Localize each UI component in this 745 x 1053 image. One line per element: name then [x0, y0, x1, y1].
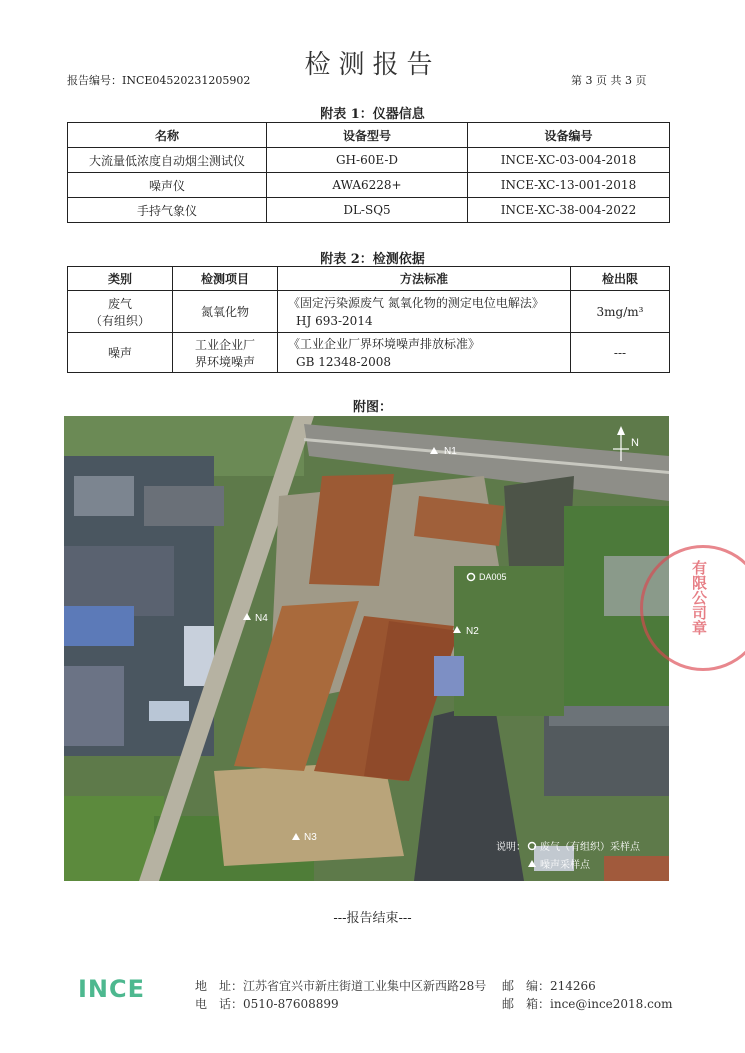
instrument-table: [67, 122, 670, 223]
figure-caption: 附图：: [352, 400, 392, 415]
company-logo: INCE: [78, 975, 146, 1003]
svg-text:N1: N1: [444, 446, 457, 457]
footer-address: 地 址：江苏省宜兴市新庄街道工业集中区新西路28号: [195, 979, 487, 993]
table1-caption: 附表 1：仪器信息: [320, 107, 425, 122]
table-row: [68, 173, 670, 198]
category-cell: [68, 291, 173, 333]
method-code: HJ 693-2014: [296, 313, 373, 328]
category-cell: 噪声: [68, 333, 173, 373]
svg-text:说明：: 说明：: [496, 842, 526, 853]
table-cell: 噪声仪: [68, 173, 267, 198]
item-cell: [173, 333, 278, 373]
table2-caption: 附表 2：检测依据: [320, 252, 425, 267]
method-text: 《工业企业厂界环境噪声排放标准》: [288, 336, 481, 351]
table-cell: INCE-XC-38-004-2022: [468, 198, 670, 223]
page-info: 第 3 页 共 3 页: [571, 74, 647, 87]
column-header: 检测项目: [173, 267, 278, 291]
column-header: 类别: [68, 267, 173, 291]
column-header: 方法标准: [278, 267, 571, 291]
report-title: 检测报告: [304, 50, 441, 80]
table-header-row: [68, 267, 670, 291]
footer-email: 邮 箱：ince@ince2018.com: [502, 997, 673, 1011]
svg-text:噪声采样点: 噪声采样点: [540, 860, 590, 871]
aerial-map: [64, 416, 669, 881]
method-cell: [278, 333, 571, 373]
method-table: [67, 266, 670, 373]
report-number: 报告编号：INCE04520231205902: [67, 74, 251, 87]
svg-text:N3: N3: [304, 832, 317, 843]
column-header: 名称: [68, 123, 267, 148]
table-cell: AWA6228+: [267, 173, 468, 198]
item-text: 工业企业厂: [194, 337, 255, 352]
method-code: GB 12348-2008: [296, 354, 391, 369]
limit-cell: ---: [571, 333, 670, 373]
column-header: 设备型号: [267, 123, 468, 148]
svg-text:N: N: [631, 437, 639, 449]
method-cell: [278, 291, 571, 333]
table-cell: 大流量低浓度自动烟尘测试仪: [68, 148, 267, 173]
table-cell: DL-SQ5: [267, 198, 468, 223]
footer-postcode: 邮 编：214266: [502, 979, 596, 993]
svg-text:废气（有组织）采样点: 废气（有组织）采样点: [540, 842, 640, 853]
table-row: [68, 333, 670, 373]
item-text: 界环境噪声: [194, 354, 255, 369]
svg-text:DA005: DA005: [479, 572, 507, 582]
column-header: 检出限: [571, 267, 670, 291]
category-text: 废气: [107, 296, 132, 311]
footer-phone: 电 话：0510-87608899: [195, 997, 339, 1011]
table-cell: INCE-XC-13-001-2018: [468, 173, 670, 198]
category-text: （有组织）: [89, 313, 150, 328]
item-cell: 氮氧化物: [173, 291, 278, 333]
table-row: [68, 198, 670, 223]
table-cell: 手持气象仪: [68, 198, 267, 223]
svg-text:N2: N2: [466, 626, 479, 637]
table-cell: GH-60E-D: [267, 148, 468, 173]
svg-text:N4: N4: [255, 613, 268, 624]
method-text: 《固定污染源废气 氮氧化物的测定电位电解法》: [288, 295, 544, 310]
stamp-text: 有限公司章: [690, 560, 708, 635]
table-row: [68, 148, 670, 173]
column-header: 设备编号: [468, 123, 670, 148]
table-cell: INCE-XC-03-004-2018: [468, 148, 670, 173]
report-end-text: ---报告结束---: [333, 911, 412, 926]
table-header-row: [68, 123, 670, 148]
limit-cell: 3mg/m³: [571, 291, 670, 333]
table-row: [68, 291, 670, 333]
